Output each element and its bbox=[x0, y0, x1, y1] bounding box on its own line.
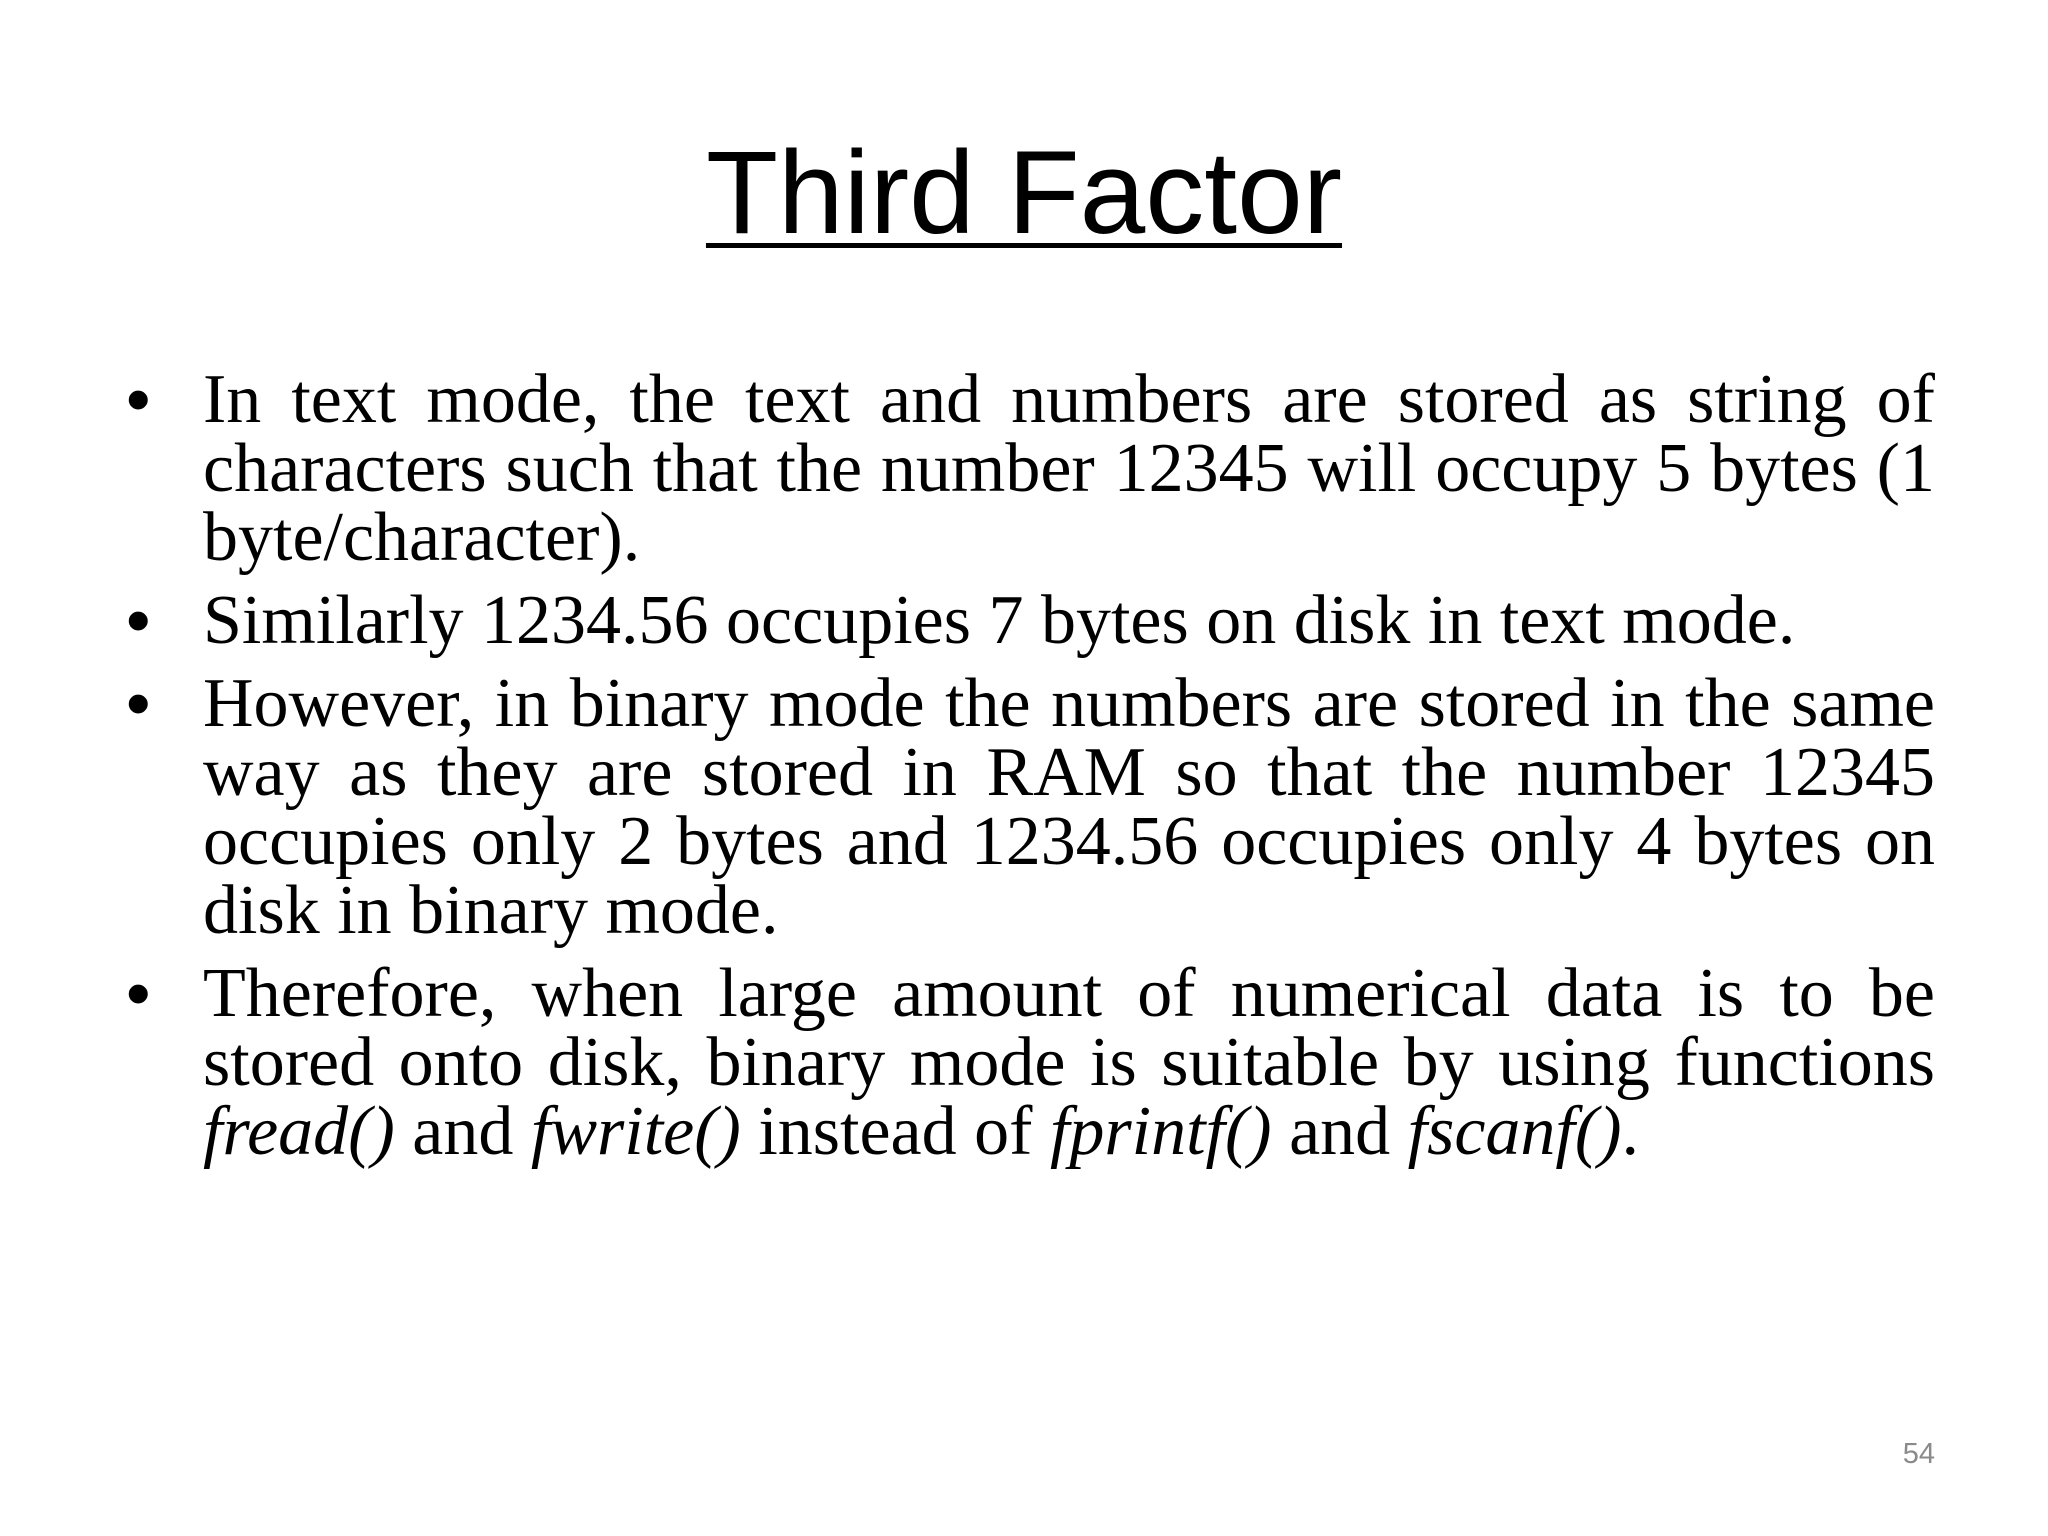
function-fwrite: fwrite() bbox=[530, 1093, 741, 1170]
slide-title: Third Factor bbox=[705, 127, 1343, 259]
bullet-icon: • bbox=[126, 954, 151, 1032]
function-fprintf: fprintf() bbox=[1049, 1093, 1272, 1170]
bullet-text: Similarly 1234.56 occupies 7 bytes on disk in text mode. bbox=[203, 582, 1796, 659]
bullet-item bbox=[120, 954, 1935, 1170]
bullet-icon: • bbox=[126, 360, 151, 438]
page-number: 54 bbox=[1902, 1438, 1935, 1470]
bullet-list bbox=[120, 360, 1935, 1180]
bullet-text: In text mode, the text and numbers are stored as string of characters such that the number 12345 will occupy 5 bytes (1 byte/character). bbox=[203, 361, 1935, 576]
bullet-text-prefix: Therefore, when large amount of numerical data is to be stored onto disk, binary mode is suitable by using functions bbox=[203, 955, 1935, 1101]
bullet-text-instead-of: instead of bbox=[740, 1093, 1050, 1170]
bullet-text-period: . bbox=[1621, 1093, 1639, 1170]
bullet-text-and-2: and bbox=[1271, 1093, 1408, 1170]
function-fscanf: fscanf() bbox=[1407, 1093, 1622, 1170]
bullet-icon: • bbox=[126, 581, 151, 659]
bullet-item bbox=[120, 360, 1935, 576]
bullet-item bbox=[120, 664, 1935, 949]
bullet-text-and-1: and bbox=[394, 1093, 531, 1170]
bullet-item bbox=[120, 581, 1935, 659]
bullet-icon: • bbox=[126, 664, 151, 742]
function-fread: fread() bbox=[203, 1093, 395, 1170]
bullet-text: However, in binary mode the numbers are stored in the same way as they are stored in RAM so that the number 12345 occupies only 2 bytes and 1234.56 occupies only 4 bytes on disk in binary mode. bbox=[203, 665, 1935, 949]
